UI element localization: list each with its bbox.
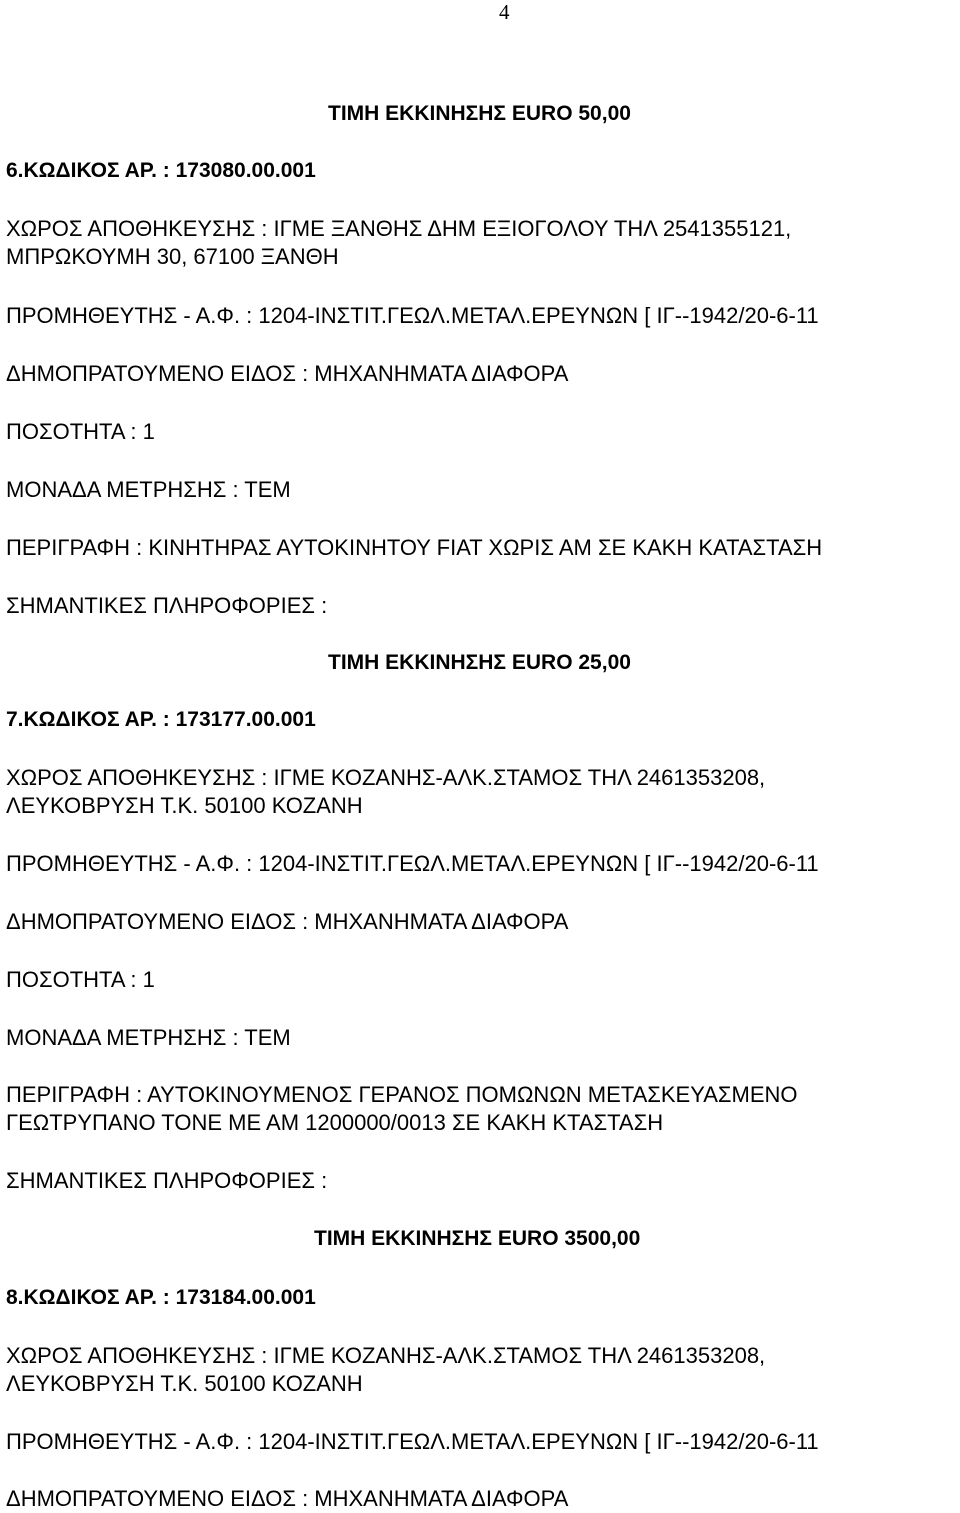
storage-address: ΛΕΥΚΟΒΡΥΣΗ Τ.Κ. 50100 ΚΟΖΑΝΗ (6, 793, 363, 818)
storage-location: ΧΩΡΟΣ ΑΠΟΘΗΚΕΥΣΗΣ : ΙΓΜΕ ΚΟΖΑΝΗΣ-ΑΛΚ.ΣΤΑΜΟΣ ΤΗΛ 2461353208, (6, 1343, 766, 1368)
description: ΠΕΡΙΓΡΑΦΗ : ΚΙΝΗΤΗΡΑΣ ΑΥΤΟΚΙΝΗΤΟΥ FIAT ΧΩΡΙΣ ΑΜ ΣΕ ΚΑΚΗ ΚΑΤΑΣΤΑΣΗ (6, 535, 823, 560)
item-type: ΔΗΜΟΠΡΑΤΟΥΜΕΝΟ ΕΙΔΟΣ : ΜΗΧΑΝΗΜΑΤΑ ΔΙΑΦΟΡΑ (6, 909, 569, 934)
important-info: ΣΗΜΑΝΤΙΚΕΣ ΠΛΗΡΟΦΟΡΙΕΣ : (6, 593, 328, 618)
item-type: ΔΗΜΟΠΡΑΤΟΥΜΕΝΟ ΕΙΔΟΣ : ΜΗΧΑΝΗΜΑΤΑ ΔΙΑΦΟΡΑ (6, 1486, 569, 1511)
storage-address: ΜΠΡΩΚΟΥΜΗ 30, 67100 ΞΑΝΘΗ (6, 244, 339, 269)
starting-price: ΤΙΜΗ ΕΚΚΙΝΗΣΗΣ EURO 3500,00 (314, 1227, 641, 1250)
quantity: ΠΟΣΟΤΗΤΑ : 1 (6, 419, 155, 444)
storage-address: ΛΕΥΚΟΒΡΥΣΗ Τ.Κ. 50100 ΚΟΖΑΝΗ (6, 1371, 363, 1396)
starting-price: ΤΙΜΗ ΕΚΚΙΝΗΣΗΣ EURO 50,00 (328, 102, 631, 125)
unit-of-measure: ΜΟΝΑΔΑ ΜΕΤΡΗΣΗΣ : ΤΕΜ (6, 1025, 291, 1050)
supplier: ΠΡΟΜΗΘΕΥΤΗΣ - Α.Φ. : 1204-ΙΝΣΤΙΤ.ΓΕΩΛ.ΜΕΤΑΛ.ΕΡΕΥΝΩΝ [ ΙΓ--1942/20-6-11 (6, 851, 819, 876)
supplier: ΠΡΟΜΗΘΕΥΤΗΣ - Α.Φ. : 1204-ΙΝΣΤΙΤ.ΓΕΩΛ.ΜΕΤΑΛ.ΕΡΕΥΝΩΝ [ ΙΓ--1942/20-6-11 (6, 1429, 819, 1454)
unit-of-measure: ΜΟΝΑΔΑ ΜΕΤΡΗΣΗΣ : ΤΕΜ (6, 477, 291, 502)
quantity: ΠΟΣΟΤΗΤΑ : 1 (6, 967, 155, 992)
supplier: ΠΡΟΜΗΘΕΥΤΗΣ - Α.Φ. : 1204-ΙΝΣΤΙΤ.ΓΕΩΛ.ΜΕΤΑΛ.ΕΡΕΥΝΩΝ [ ΙΓ--1942/20-6-11 (6, 303, 819, 328)
storage-location: ΧΩΡΟΣ ΑΠΟΘΗΚΕΥΣΗΣ : ΙΓΜΕ ΞΑΝΘΗΣ ΔΗΜ ΕΞΙΟΓΟΛΟΥ ΤΗΛ 2541355121, (6, 216, 792, 241)
description: ΠΕΡΙΓΡΑΦΗ : ΑΥΤΟΚΙΝΟΥΜΕΝΟΣ ΓΕΡΑΝΟΣ ΠΟΜΩΝΩΝ ΜΕΤΑΣΚΕΥΑΣΜΕΝΟ (6, 1082, 798, 1107)
item-type: ΔΗΜΟΠΡΑΤΟΥΜΕΝΟ ΕΙΔΟΣ : ΜΗΧΑΝΗΜΑΤΑ ΔΙΑΦΟΡΑ (6, 361, 569, 386)
starting-price: ΤΙΜΗ ΕΚΚΙΝΗΣΗΣ EURO 25,00 (328, 651, 631, 674)
important-info: ΣΗΜΑΝΤΙΚΕΣ ΠΛΗΡΟΦΟΡΙΕΣ : (6, 1168, 328, 1193)
item-code: 6.ΚΩΔΙΚΟΣ ΑΡ. : 173080.00.001 (6, 159, 316, 182)
description-continued: ΓΕΩΤΡΥΠΑΝΟ ΤΟΝΕ ΜΕ ΑΜ 1200000/0013 ΣΕ ΚΑΚΗ ΚΤΑΣΤΑΣΗ (6, 1110, 664, 1135)
item-code: 7.ΚΩΔΙΚΟΣ ΑΡ. : 173177.00.001 (6, 708, 316, 731)
item-code: 8.ΚΩΔΙΚΟΣ ΑΡ. : 173184.00.001 (6, 1286, 316, 1309)
page-number: 4 (499, 0, 510, 24)
storage-location: ΧΩΡΟΣ ΑΠΟΘΗΚΕΥΣΗΣ : ΙΓΜΕ ΚΟΖΑΝΗΣ-ΑΛΚ.ΣΤΑΜΟΣ ΤΗΛ 2461353208, (6, 765, 766, 790)
